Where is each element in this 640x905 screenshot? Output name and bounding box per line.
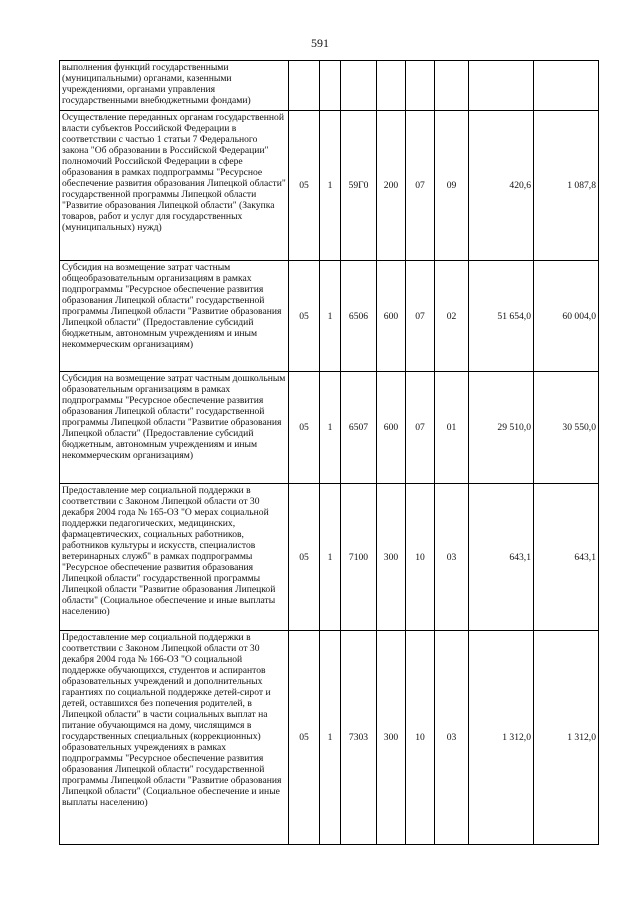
row-description: Субсидия на возмещение затрат частным дошкольным образовательным организациям в рамках подпрограммы "Ресурсное обеспечение развития образования Липецкой области" государственной программы Липецкой области "Развитие образования Липецкой области" (Предоставление субсидий бюджетным, автономным учреждениям и иным некоммерческим организациям) [60,372,289,484]
expense-type-code: 600 [377,372,406,484]
program-code: 05 [289,261,320,372]
row-description: Субсидия на возмещение затрат частным общеобразовательным организациям в рамках подпрограммы "Ресурсное обеспечение развития образования Липецкой области" государственной программы Липецкой области "Развитие образования Липецкой области" (Предоставление субсидий бюджетным, автономным учреждениям и иным некоммерческим организациям) [60,261,289,372]
amount-year-1 [469,61,534,111]
section-code: 07 [406,261,435,372]
subprogram-code: 1 [320,111,341,261]
amount-year-2 [534,61,599,111]
subsection-code: 02 [435,261,469,372]
amount-year-1: 643,1 [469,484,534,631]
program-code: 05 [289,631,320,845]
budget-table [59,60,599,845]
direction-code: 59Г0 [341,111,377,261]
program-code: 05 [289,372,320,484]
amount-year-1: 29 510,0 [469,372,534,484]
program-code: 05 [289,484,320,631]
section-code: 10 [406,631,435,845]
table-row [60,111,599,261]
subsection-code: 01 [435,372,469,484]
direction-code: 6506 [341,261,377,372]
subprogram-code: 1 [320,484,341,631]
subprogram-code: 1 [320,261,341,372]
amount-year-2: 30 550,0 [534,372,599,484]
amount-year-2: 60 004,0 [534,261,599,372]
row-description: Предоставление мер социальной поддержки в соответствии с Законом Липецкой области от 30 декабря 2004 года № 166-ОЗ "О социальной поддержке обучающихся, студентов и аспирантов образовательных учреждений и дополнительных гарантиях по социальной поддержке детей-сирот и детей, оставшихся без попечения родителей, в Липецкой области" в части социальных выплат на питание обучающимся на дому, числящимся в государственных специальных (коррекционных) образовательных учреждениях в рамках подпрограммы "Ресурсное обеспечение развития образования Липецкой области" государственной программы Липецкой области "Развитие образования Липецкой области" (Социальное обеспечение и иные выплаты населению) [60,631,289,845]
direction-code [341,61,377,111]
subsection-code: 03 [435,484,469,631]
table-row [60,631,599,845]
direction-code: 6507 [341,372,377,484]
expense-type-code: 200 [377,111,406,261]
table-row [60,261,599,372]
amount-year-1: 51 654,0 [469,261,534,372]
expense-type-code: 600 [377,261,406,372]
row-description: выполнения функций государственными (муниципальными) органами, казенными учреждениями, органами управления государственными внебюджетными фондами) [60,61,289,111]
direction-code: 7303 [341,631,377,845]
subprogram-code [320,61,341,111]
amount-year-1: 1 312,0 [469,631,534,845]
amount-year-2: 1 087,8 [534,111,599,261]
subprogram-code: 1 [320,631,341,845]
program-code [289,61,320,111]
expense-type-code: 300 [377,631,406,845]
amount-year-2: 643,1 [534,484,599,631]
row-description: Осуществление переданных органам государственной власти субъектов Российской Федерации в соответствии с частью 1 статьи 7 Федерального закона "Об образовании в Российской Федерации" полномочий Российской Федерации в сфере образования в рамках подпрограммы "Ресурсное обеспечение развития образования Липецкой области" государственной программы Липецкой области "Развитие образования Липецкой области" (Закупка товаров, работ и услуг для государственных (муниципальных) нужд) [60,111,289,261]
subsection-code: 09 [435,111,469,261]
subprogram-code: 1 [320,372,341,484]
expense-type-code [377,61,406,111]
amount-year-1: 420,6 [469,111,534,261]
table-row [60,484,599,631]
table-row [60,372,599,484]
amount-year-2: 1 312,0 [534,631,599,845]
subsection-code: 03 [435,631,469,845]
expense-type-code: 300 [377,484,406,631]
subsection-code [435,61,469,111]
section-code: 07 [406,372,435,484]
direction-code: 7100 [341,484,377,631]
section-code: 07 [406,111,435,261]
section-code: 10 [406,484,435,631]
program-code: 05 [289,111,320,261]
row-description: Предоставление мер социальной поддержки в соответствии с Законом Липецкой области от 30 декабря 2004 года № 165-ОЗ "О мерах социальной поддержки педагогических, медицинских, фармацевтических, социальных работников, работников культуры и искусств, специалистов ветеринарных служб" в рамках подпрограммы "Ресурсное обеспечение развития образования Липецкой области" государственной программы Липецкой области "Развитие образования Липецкой области" (Социальное обеспечение и иные выплаты населению) [60,484,289,631]
section-code [406,61,435,111]
page-number: 591 [311,36,329,50]
table-row [60,61,599,111]
